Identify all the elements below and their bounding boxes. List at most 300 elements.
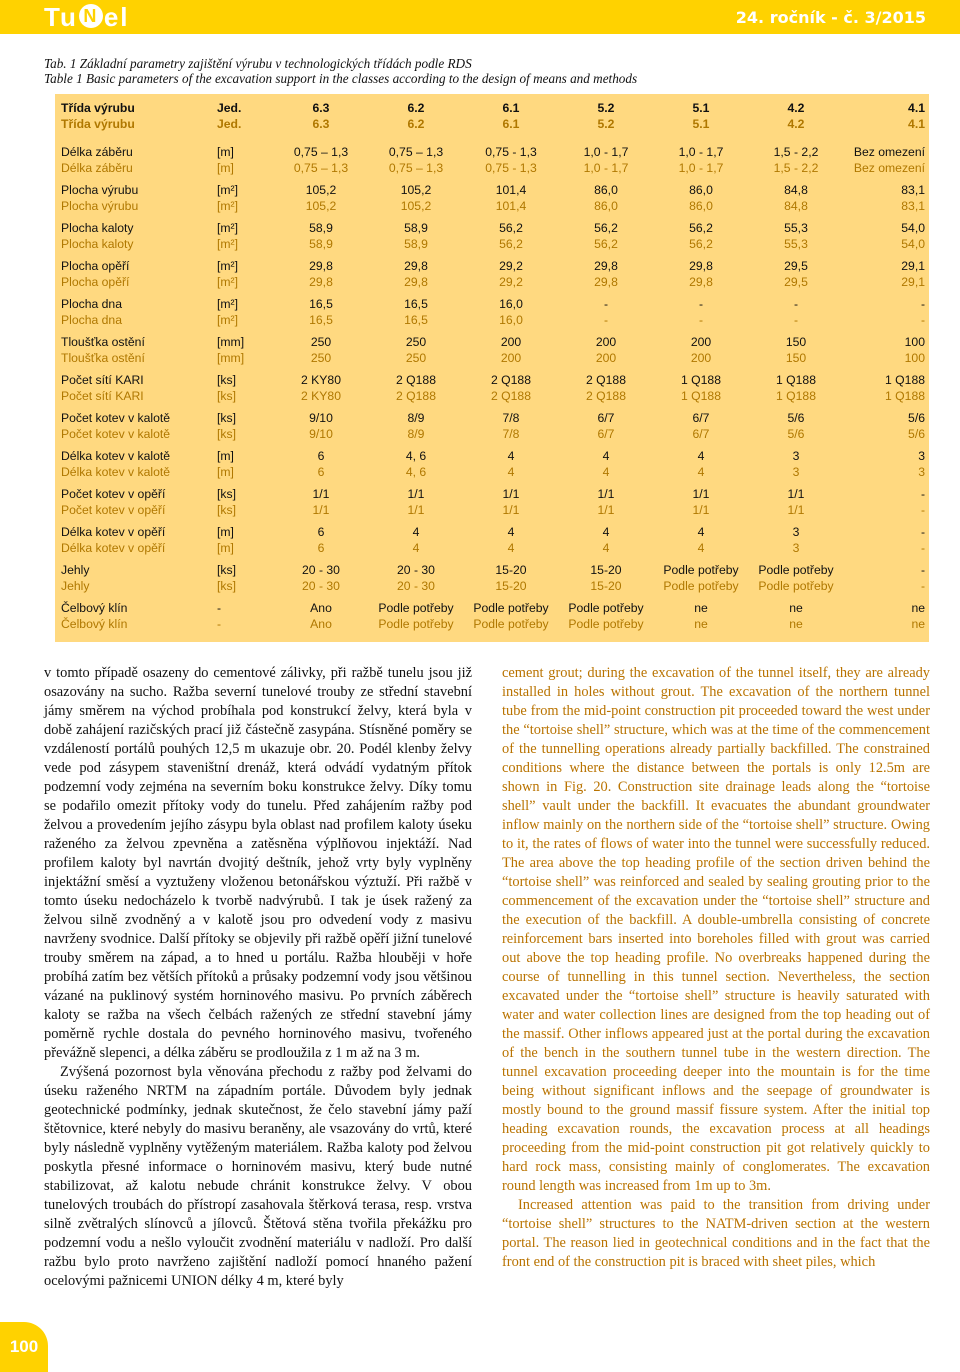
table-row — [55, 296, 929, 330]
row-unit: [m²] — [217, 221, 238, 235]
table-cell: 0,75 – 1,3 — [293, 145, 349, 159]
table-cell: ne — [789, 617, 803, 631]
table-cell: 6 — [317, 449, 325, 463]
table-cell: 56,2 — [689, 221, 713, 235]
table-cell: 5.2 — [597, 101, 615, 115]
table-cell: 200 — [690, 351, 712, 365]
row-unit: [m²] — [217, 275, 238, 289]
table-cell: 15-20 — [590, 563, 622, 577]
table-row-dark — [55, 524, 929, 540]
table-cell: Podle potřeby — [378, 617, 454, 631]
table-cell: 4 — [697, 541, 705, 555]
table-cell: 2 Q188 — [586, 389, 626, 403]
table-cell: 56,2 — [499, 221, 523, 235]
table-cell: 58,9 — [404, 221, 428, 235]
table-row-dark — [55, 296, 929, 312]
row-unit: [ks] — [217, 487, 236, 501]
row-label: Plocha opěří — [61, 275, 130, 289]
table-cell: 4.1 — [908, 117, 925, 131]
table-cell: 2 Q188 — [586, 373, 626, 387]
row-label: Počet kotev v opěří — [61, 503, 166, 517]
table-cell: 1/1 — [692, 503, 710, 517]
table-row-dark — [55, 600, 929, 616]
row-label: Počet kotev v kalotě — [61, 427, 171, 441]
table-cell: 250 — [405, 351, 427, 365]
table-cell: 150 — [785, 335, 807, 349]
row-unit: Jed. — [217, 101, 242, 115]
table-caption-cz: Tab. 1 Základní parametry zajištění výrubu v technologických třídách podle RDS — [44, 56, 472, 71]
table-cell: 6 — [317, 525, 325, 539]
table-row-light — [55, 312, 929, 328]
table-cell: 100 — [904, 335, 925, 349]
table-row-light — [55, 426, 929, 442]
row-label: Počet kotev v kalotě — [61, 411, 171, 425]
table-cell: 1/1 — [787, 487, 805, 501]
table-cell: 56,2 — [594, 221, 618, 235]
table-cell: 55,3 — [784, 237, 808, 251]
table-cell: Bez omezení — [853, 161, 925, 175]
table-cell: 56,2 — [594, 237, 618, 251]
row-label: Délka kotev v kalotě — [61, 449, 171, 463]
table-cell: 16,5 — [404, 297, 428, 311]
table-cell: 4 — [602, 449, 610, 463]
table-cell: ne — [694, 617, 708, 631]
table-cell: 6.1 — [502, 117, 520, 131]
table-cell: 200 — [500, 351, 522, 365]
table-row-light — [55, 198, 929, 214]
table-cell: 250 — [405, 335, 427, 349]
row-unit: [ks] — [217, 427, 236, 441]
table-row-dark — [55, 562, 929, 578]
table-cell: 4 — [602, 525, 610, 539]
table-cell: 6.3 — [312, 117, 330, 131]
table-cell: 200 — [500, 335, 522, 349]
table-row-dark — [55, 410, 929, 426]
text-column-czech — [44, 664, 472, 1291]
table-cell: Ano — [310, 617, 332, 631]
table-cell: 1 Q188 — [681, 373, 721, 387]
table-cell: 58,9 — [309, 237, 333, 251]
table-cell: 54,0 — [901, 237, 925, 251]
table-row-dark — [55, 182, 929, 198]
table-cell: 3 — [792, 449, 800, 463]
table-cell: - — [920, 563, 925, 577]
table-cell: Podle potřeby — [473, 617, 549, 631]
table-cell: 54,0 — [901, 221, 925, 235]
table-row — [55, 410, 929, 444]
table-cell: 58,9 — [404, 237, 428, 251]
table-cell: 16,0 — [499, 313, 523, 327]
table-cell: 3 — [792, 525, 800, 539]
paragraph: v tomto případě osazeny do cementové zálivky, při ražbě tunelu jsou již osazovány na sucho. Ražba severní tunelové trouby ze střední stavební jámy směrem na východ probíhala pod konstrukcí želvy, která byla v době zahájení razičských prací již částečně zasypána. Stísněné poměry se vzdáleností portálů pouhých 12,5 m ukazuje obr. 20. Podél klenby želvy vede pod zásypem staveništní drenáž, která odvádí vydatným přítok podzemní vody zejména na severním boku konstrukce želvy. Díky tomu se podařilo omezit přítoky vody do tunelu. Před zahájením ražby pod želvou a provedením jejího zásypu byla oblast nad profilem kaloty úseku raženého za želvou zpevněna a zatěsněna výplňovou injektáží. Nad profilem kaloty byl navrtán dvojitý deštník, jehož vrty byly vyplněny injektážní směsí a vyztuženy vloženou betonářskou výztuží. Při ražbě v tomto úseku nedocházelo k tvorbě nadvýrubů. I tak je úsek ražený za želvou silně zvodněný a v kalotě jsou pro odvedení vody z masivu navrženy svodnice. Další přítoky se objevily při ražbě opěří jižní tunelové trouby směrem na západ, a to hned u portálu. Ražba hlouběji v hoře probíhá zatím bez větších přítoků a průsaky podzemní vody jsou většinou vázané na puklinový systém horninového masivu. Po prvních záběrech kaloty se ražba na všech čelbách ražených ze střední stavební jámy poměrně rychle dostala do pevného horninového masivu, tvořeného převážně slepenci, a délka záběru se prodloužila z 1 m až na 3 m. — [44, 665, 472, 1061]
table-cell: 86,0 — [594, 199, 618, 213]
table-cell: 29,1 — [901, 259, 925, 273]
table-cell: 84,8 — [784, 183, 808, 197]
table-cell: 55,3 — [784, 221, 808, 235]
row-unit: [m²] — [217, 237, 238, 251]
table-cell: 250 — [310, 351, 332, 365]
row-label: Délka záběru — [61, 145, 133, 159]
table-cell: 4 — [412, 541, 420, 555]
row-label: Třída výrubu — [61, 101, 135, 115]
table-cell: 6.1 — [502, 101, 520, 115]
table-cell: 86,0 — [594, 183, 618, 197]
table-row — [55, 524, 929, 558]
table-cell: 29,8 — [594, 275, 618, 289]
table-cell: 16,5 — [309, 313, 333, 327]
table-cell: 7/8 — [502, 411, 520, 425]
table-cell: 4 — [507, 525, 515, 539]
table-cell: Podle potřeby — [378, 601, 454, 615]
table-cell: 4 — [602, 541, 610, 555]
table-cell: - — [920, 487, 925, 501]
row-label: Třída výrubu — [61, 117, 135, 131]
table-cell: Podle potřeby — [568, 617, 644, 631]
row-unit: [m] — [217, 161, 234, 175]
table-row-light — [55, 388, 929, 404]
table-cell: 6/7 — [597, 427, 615, 441]
table-cell: - — [698, 313, 704, 327]
table-cell: 1/1 — [692, 487, 710, 501]
table-cell: - — [698, 297, 704, 311]
row-unit: [ks] — [217, 411, 236, 425]
row-unit: [m] — [217, 145, 234, 159]
row-unit: [m²] — [217, 199, 238, 213]
table-cell: 4 — [697, 465, 705, 479]
row-label: Počet kotev v opěří — [61, 487, 166, 501]
row-label: Plocha výrubu — [61, 183, 139, 197]
table-cell: Podle potřeby — [663, 579, 739, 593]
table-row — [55, 448, 929, 482]
table-cell: 16,5 — [404, 313, 428, 327]
table-cell: 6.2 — [407, 117, 425, 131]
row-label: Plocha dna — [61, 313, 122, 327]
table-cell: 83,1 — [901, 183, 925, 197]
table-cell: 2 Q188 — [491, 389, 531, 403]
table-cell: 2 Q188 — [491, 373, 531, 387]
row-label: Počet sítí KARI — [61, 389, 144, 403]
table-cell: 101,4 — [495, 199, 527, 213]
table-row — [55, 258, 929, 292]
row-unit: [mm] — [217, 351, 245, 365]
table-row-dark — [55, 220, 929, 236]
table-row — [55, 220, 929, 254]
row-unit: Jed. — [217, 117, 242, 131]
table-cell: 29,8 — [594, 259, 618, 273]
table-cell: 20 - 30 — [302, 563, 340, 577]
table-cell: 6 — [317, 465, 325, 479]
table-cell: 105,2 — [305, 183, 337, 197]
table-cell: 4 — [412, 525, 420, 539]
row-label: Délka záběru — [61, 161, 133, 175]
table-cell: Podle potřeby — [473, 601, 549, 615]
row-label: Čelbový klín — [61, 617, 128, 631]
table-cell: 29,2 — [499, 259, 523, 273]
row-unit: [ks] — [217, 563, 236, 577]
table-cell: 4 — [697, 525, 705, 539]
row-label: Tloušťka ostění — [61, 335, 145, 349]
row-label: Plocha kaloty — [61, 221, 134, 235]
table-cell: Podle potřeby — [568, 601, 644, 615]
table-caption-en: Table 1 Basic parameters of the excavation support in the classes according to the design of means and methods — [44, 71, 638, 86]
table-row-light — [55, 116, 929, 132]
paragraph: cement grout; during the excavation of the tunnel itself, they are already installed in holes without grout. The excavation of the northern tunnel tube from the mid-point construction pit proceeded toward the west under the “tortoise shell” structure, which was at the time of the commencement of the tunnelling operations already partially backfilled. The constrained conditions where the distance between the portals is only 12.5m are shown in Fig. 20. Construction site drainage leads along the “tortoise shell” vault under the backfill. It evacuates the abundant groundwater inflow mainly on the northern side of the “tortoise shell” structure. Owing to it, the rates of flows of water into the tunnel were successfully reduced. The area above the top heading profile of the section driven behind the “tortoise shell” was reinforced and sealed by sealing grouting prior to the commencement of the excavation under the “tortoise shell” structure and the execution of the backfill. A double-umbrella consisting of concrete reinforcement bars inserted into boreholes filled with grout was carried out above the top heading profile. No overbreaks happened during the course of tunnelling in this tunnel section. Nevertheless, the section excavated under the “tortoise shell” structure is heavily saturated with water and water collection lines are designed from the top heading out of the massif. Other inflows appeared just at the portal during the excavation of the bench in the southern tunnel tube in the western direction. The tunnel excavation proceeding deeper into the mountain is for the time being without significant inflows and the seepage of groundwater is mostly bound to the ground massif fissure system. After the initial top heading excavation rounds, the excavation process at all headings proceeding from the mid-point construction pit got relatively quickly to hard rock mass, consisting mainly of conglomerates. The excavation round length was increased from 1m up to 3m. — [502, 665, 930, 1194]
table-cell: 8/9 — [407, 427, 425, 441]
table-row-dark — [55, 100, 929, 116]
table-cell: 4 — [697, 449, 705, 463]
table-row-dark — [55, 372, 929, 388]
table-cell: 6/7 — [692, 411, 710, 425]
table-cell: 0,75 – 1,3 — [388, 145, 444, 159]
table-row-light — [55, 274, 929, 290]
table-cell: 9/10 — [309, 427, 333, 441]
table-cell: 5/6 — [787, 411, 805, 425]
table-cell: 1/1 — [502, 487, 520, 501]
table-cell: ne — [694, 601, 708, 615]
parameters-table — [55, 94, 929, 642]
table-cell: 15-20 — [495, 563, 527, 577]
table-cell: 20 - 30 — [397, 579, 435, 593]
table-row-dark — [55, 486, 929, 502]
table-cell: ne — [911, 601, 925, 615]
table-row — [55, 562, 929, 596]
row-label: Plocha opěří — [61, 259, 130, 273]
table-cell: - — [920, 503, 925, 517]
table-cell: 3 — [918, 465, 925, 479]
table-cell: 2 KY80 — [301, 389, 341, 403]
table-row — [55, 100, 929, 134]
table-cell: 1,5 - 2,2 — [773, 161, 819, 175]
table-cell: 29,8 — [689, 259, 713, 273]
row-label: Jehly — [61, 563, 90, 577]
table-cell: 56,2 — [499, 237, 523, 251]
table-cell: 29,8 — [404, 259, 428, 273]
table-cell: - — [793, 297, 799, 311]
table-cell: - — [920, 541, 925, 555]
row-unit: [ks] — [217, 389, 236, 403]
table-row-dark — [55, 258, 929, 274]
row-label: Plocha kaloty — [61, 237, 134, 251]
table-cell: 58,9 — [309, 221, 333, 235]
table-cell: 29,8 — [404, 275, 428, 289]
table-cell: 1 Q188 — [681, 389, 721, 403]
row-label: Délka kotev v opěří — [61, 525, 166, 539]
table-cell: 16,0 — [499, 297, 523, 311]
table-cell: 6/7 — [692, 427, 710, 441]
table-cell: 4.2 — [787, 117, 805, 131]
table-cell: 1/1 — [312, 503, 330, 517]
table-cell: 8/9 — [407, 411, 425, 425]
paragraph: Increased attention was paid to the transition from driving under “tortoise shell” structures to the NATM-driven section at the western portal. The reason lied in geotechnical conditions and in the fact that the front end of the construction pit is braced with sheet piles, which — [502, 1197, 930, 1270]
table-cell: 1 Q188 — [885, 373, 925, 387]
table-cell: 1/1 — [312, 487, 330, 501]
issue-label: 24. ročník - č. 3/2015 — [735, 8, 926, 27]
row-unit: [m] — [217, 525, 234, 539]
table-cell: ne — [911, 617, 925, 631]
row-label: Počet sítí KARI — [61, 373, 144, 387]
table-cell: 4, 6 — [405, 449, 427, 463]
table-row-light — [55, 236, 929, 252]
row-unit: [m] — [217, 465, 234, 479]
row-unit: - — [217, 601, 222, 615]
table-cell: 0,75 – 1,3 — [293, 161, 349, 175]
table-cell: 84,8 — [784, 199, 808, 213]
table-cell: Ano — [310, 601, 332, 615]
table-row — [55, 334, 929, 368]
table-cell: 1/1 — [502, 503, 520, 517]
table-row — [55, 600, 929, 634]
table-cell: 83,1 — [901, 199, 925, 213]
table-row-light — [55, 578, 929, 594]
table-cell: 105,2 — [305, 199, 337, 213]
table-cell: 1,0 - 1,7 — [678, 145, 724, 159]
row-unit: [mm] — [217, 335, 245, 349]
table-row-dark — [55, 144, 929, 160]
table-cell: 3 — [792, 465, 800, 479]
table-cell: 29,8 — [309, 275, 333, 289]
table-row — [55, 372, 929, 406]
table-cell: 1 Q188 — [776, 373, 816, 387]
table-row-light — [55, 464, 929, 480]
table-cell: 1/1 — [597, 487, 615, 501]
row-unit: [m] — [217, 449, 234, 463]
table-cell: 15-20 — [590, 579, 622, 593]
table-cell: 16,5 — [309, 297, 333, 311]
table-cell: Podle potřeby — [663, 563, 739, 577]
table-cell: 0,75 - 1,3 — [485, 161, 537, 175]
table-cell: 105,2 — [400, 199, 432, 213]
table-cell: 2 KY80 — [301, 373, 341, 387]
table-cell: 1,0 - 1,7 — [678, 161, 724, 175]
table-cell: 1,0 - 1,7 — [583, 161, 629, 175]
table-cell: 200 — [595, 351, 617, 365]
page-number: 100 — [0, 1322, 48, 1372]
row-label: Plocha výrubu — [61, 199, 139, 213]
table-cell: 9/10 — [309, 411, 333, 425]
table-cell: 4.2 — [787, 101, 805, 115]
table-cell: 4.1 — [908, 101, 925, 115]
text-column-english — [502, 664, 930, 1272]
table-cell: 1,5 - 2,2 — [773, 145, 819, 159]
table-cell: 3 — [918, 449, 925, 463]
table-row-light — [55, 160, 929, 176]
table-cell: 3 — [792, 541, 800, 555]
table-row-light — [55, 502, 929, 518]
row-unit: [ks] — [217, 579, 236, 593]
table-cell: - — [603, 297, 609, 311]
table-cell: 4, 6 — [405, 465, 427, 479]
table-cell: 15-20 — [495, 579, 527, 593]
table-cell: 29,5 — [784, 275, 808, 289]
table-cell: 29,1 — [901, 275, 925, 289]
table-cell: - — [603, 313, 609, 327]
table-row-dark — [55, 334, 929, 350]
table-cell: - — [920, 297, 925, 311]
table-cell: 6.2 — [407, 101, 425, 115]
row-unit: [ks] — [217, 503, 236, 517]
table-row — [55, 144, 929, 178]
table-cell: 1/1 — [407, 487, 425, 501]
table-cell: 150 — [785, 351, 807, 365]
table-cell: - — [920, 579, 925, 593]
row-unit: [m²] — [217, 183, 238, 197]
table-cell: 200 — [690, 335, 712, 349]
table-cell: 250 — [310, 335, 332, 349]
header-band — [0, 0, 960, 34]
table-cell: 200 — [595, 335, 617, 349]
table-row-light — [55, 350, 929, 366]
row-label: Délka kotev v opěří — [61, 541, 166, 555]
table-cell: 6 — [317, 541, 325, 555]
table-cell: 5/6 — [908, 427, 925, 441]
row-unit: [ks] — [217, 373, 236, 387]
table-cell: 20 - 30 — [302, 579, 340, 593]
table-cell: 105,2 — [400, 183, 432, 197]
table-cell: 4 — [507, 541, 515, 555]
table-cell: 86,0 — [689, 199, 713, 213]
row-label: Čelbový klín — [61, 601, 128, 615]
row-unit: [m] — [217, 541, 234, 555]
table-row — [55, 486, 929, 520]
table-cell: Podle potřeby — [758, 579, 834, 593]
table-cell: 29,8 — [309, 259, 333, 273]
table-cell: - — [920, 525, 925, 539]
table-cell: Podle potřeby — [758, 563, 834, 577]
table-cell: - — [920, 313, 925, 327]
table-cell: Bez omezení — [853, 145, 925, 159]
paragraph: Zvýšená pozornost byla věnována přechodu z ražby pod želvami do úseku raženého NRTM na západním portále. Důvodem byly jednak geotechnické podmínky, jednak skutečnost, že čelo stavební jámy paží štětovnice, které nebyly do masivu beraněny, ale vsazovány do vrtů, které byly následně vyplněny vytěženým materiálem. Ražba kaloty pod želvou poskytla přesné informace o horninovém masivu, který bude nutné stabilizovat, až kalotu nebude chránit konstrukce želvy. V obou tunelových troubách do přístropí zasahovala štěrková terasa, resp. vrstva silně zvětralých slínovců a jílovců. Štětová stěna tvořila překážku pro podzemní vodu a nešlo vyloučit zvodnění materiálu v nadloží. Pro další ražbu bylo proto navrženo zajištění nadloží pomocí hnaného pažení ocelovými pažnicemi UNION délky 4 m, které byly — [44, 1064, 472, 1289]
table-cell: 56,2 — [689, 237, 713, 251]
table-row-light — [55, 616, 929, 632]
row-label: Jehly — [61, 579, 90, 593]
table-cell: 1,0 - 1,7 — [583, 145, 629, 159]
row-unit: [m²] — [217, 313, 238, 327]
table-cell: 1 Q188 — [885, 389, 925, 403]
table-cell: 7/8 — [502, 427, 520, 441]
table-row-light — [55, 540, 929, 556]
table-cell: 86,0 — [689, 183, 713, 197]
table-cell: 101,4 — [495, 183, 527, 197]
table-cell: 5.1 — [692, 117, 710, 131]
row-unit: - — [217, 617, 222, 631]
table-cell: 4 — [507, 449, 515, 463]
row-label: Délka kotev v kalotě — [61, 465, 171, 479]
table-cell: 6/7 — [597, 411, 615, 425]
table-cell: 29,8 — [689, 275, 713, 289]
table-cell: 1/1 — [597, 503, 615, 517]
row-unit: [m²] — [217, 297, 238, 311]
row-unit: [m²] — [217, 259, 238, 273]
row-label: Tloušťka ostění — [61, 351, 145, 365]
table-cell: 5/6 — [787, 427, 805, 441]
table-cell: 20 - 30 — [397, 563, 435, 577]
table-cell: 1/1 — [787, 503, 805, 517]
table-cell: 6.3 — [312, 101, 330, 115]
table-cell: 29,5 — [784, 259, 808, 273]
table-cell: 5.1 — [692, 101, 710, 115]
table-cell: 2 Q188 — [396, 389, 436, 403]
table-cell: 29,2 — [499, 275, 523, 289]
table-cell: 0,75 – 1,3 — [388, 161, 444, 175]
table-cell: 5.2 — [597, 117, 615, 131]
table-cell: - — [793, 313, 799, 327]
table-cell: 5/6 — [908, 411, 925, 425]
table-cell: ne — [789, 601, 803, 615]
row-label: Plocha dna — [61, 297, 122, 311]
table-row-dark — [55, 448, 929, 464]
table-cell: 1 Q188 — [776, 389, 816, 403]
table-cell: 100 — [904, 351, 925, 365]
